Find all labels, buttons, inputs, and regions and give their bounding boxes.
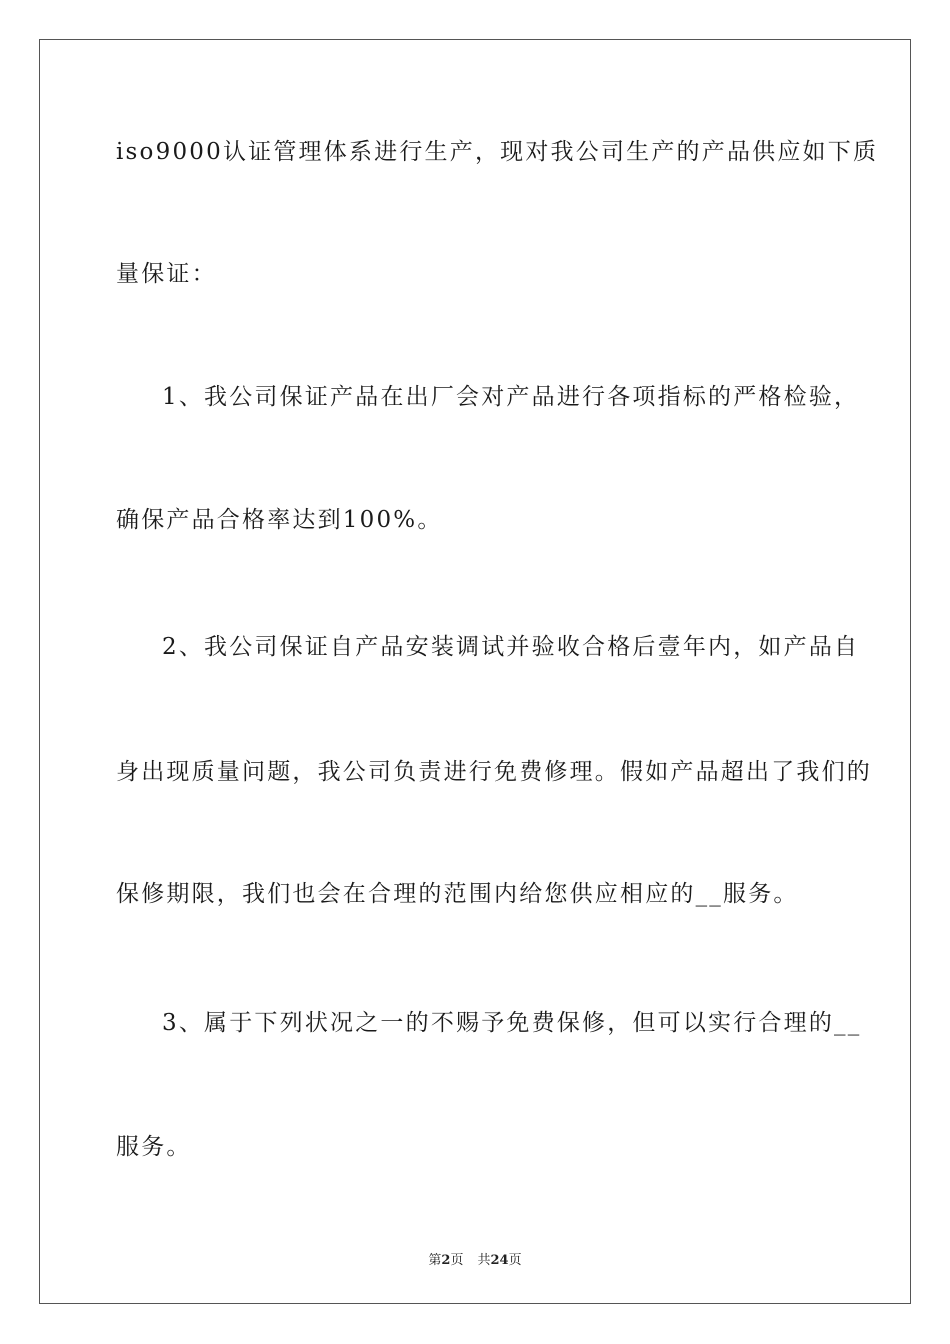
total-pages: 24 [490, 1253, 509, 1268]
item-1-line-2: 确保产品合格率达到100%。 [116, 507, 443, 533]
body-line-1: iso9000认证管理体系进行生产，现对我公司生产的产品供应如下质 [116, 139, 879, 165]
page-suffix: 页 [450, 1253, 464, 1268]
item-3-line-1: 3、属于下列状况之一的不赐予免费保修，但可以实行合理的__ [162, 1010, 862, 1036]
item-2-line-3: 保修期限，我们也会在合理的范围内给您供应相应的__服务。 [116, 881, 799, 907]
page-number: 2 [441, 1253, 451, 1268]
item-2-line-2: 身出现质量问题，我公司负责进行免费修理。假如产品超出了我们的 [116, 759, 872, 785]
total-prefix: 共 [477, 1253, 491, 1268]
item-3-line-2: 服务。 [116, 1134, 192, 1160]
page-footer [0, 1249, 950, 1268]
body-line-2: 量保证： [116, 261, 217, 287]
total-suffix: 页 [508, 1253, 522, 1268]
item-1-line-1: 1、我公司保证产品在出厂会对产品进行各项指标的严格检验， [162, 384, 860, 410]
item-2-line-1: 2、我公司保证自产品安装调试并验收合格后壹年内，如产品自 [162, 634, 860, 660]
page-border [39, 39, 911, 1304]
page-prefix: 第 [428, 1253, 442, 1268]
